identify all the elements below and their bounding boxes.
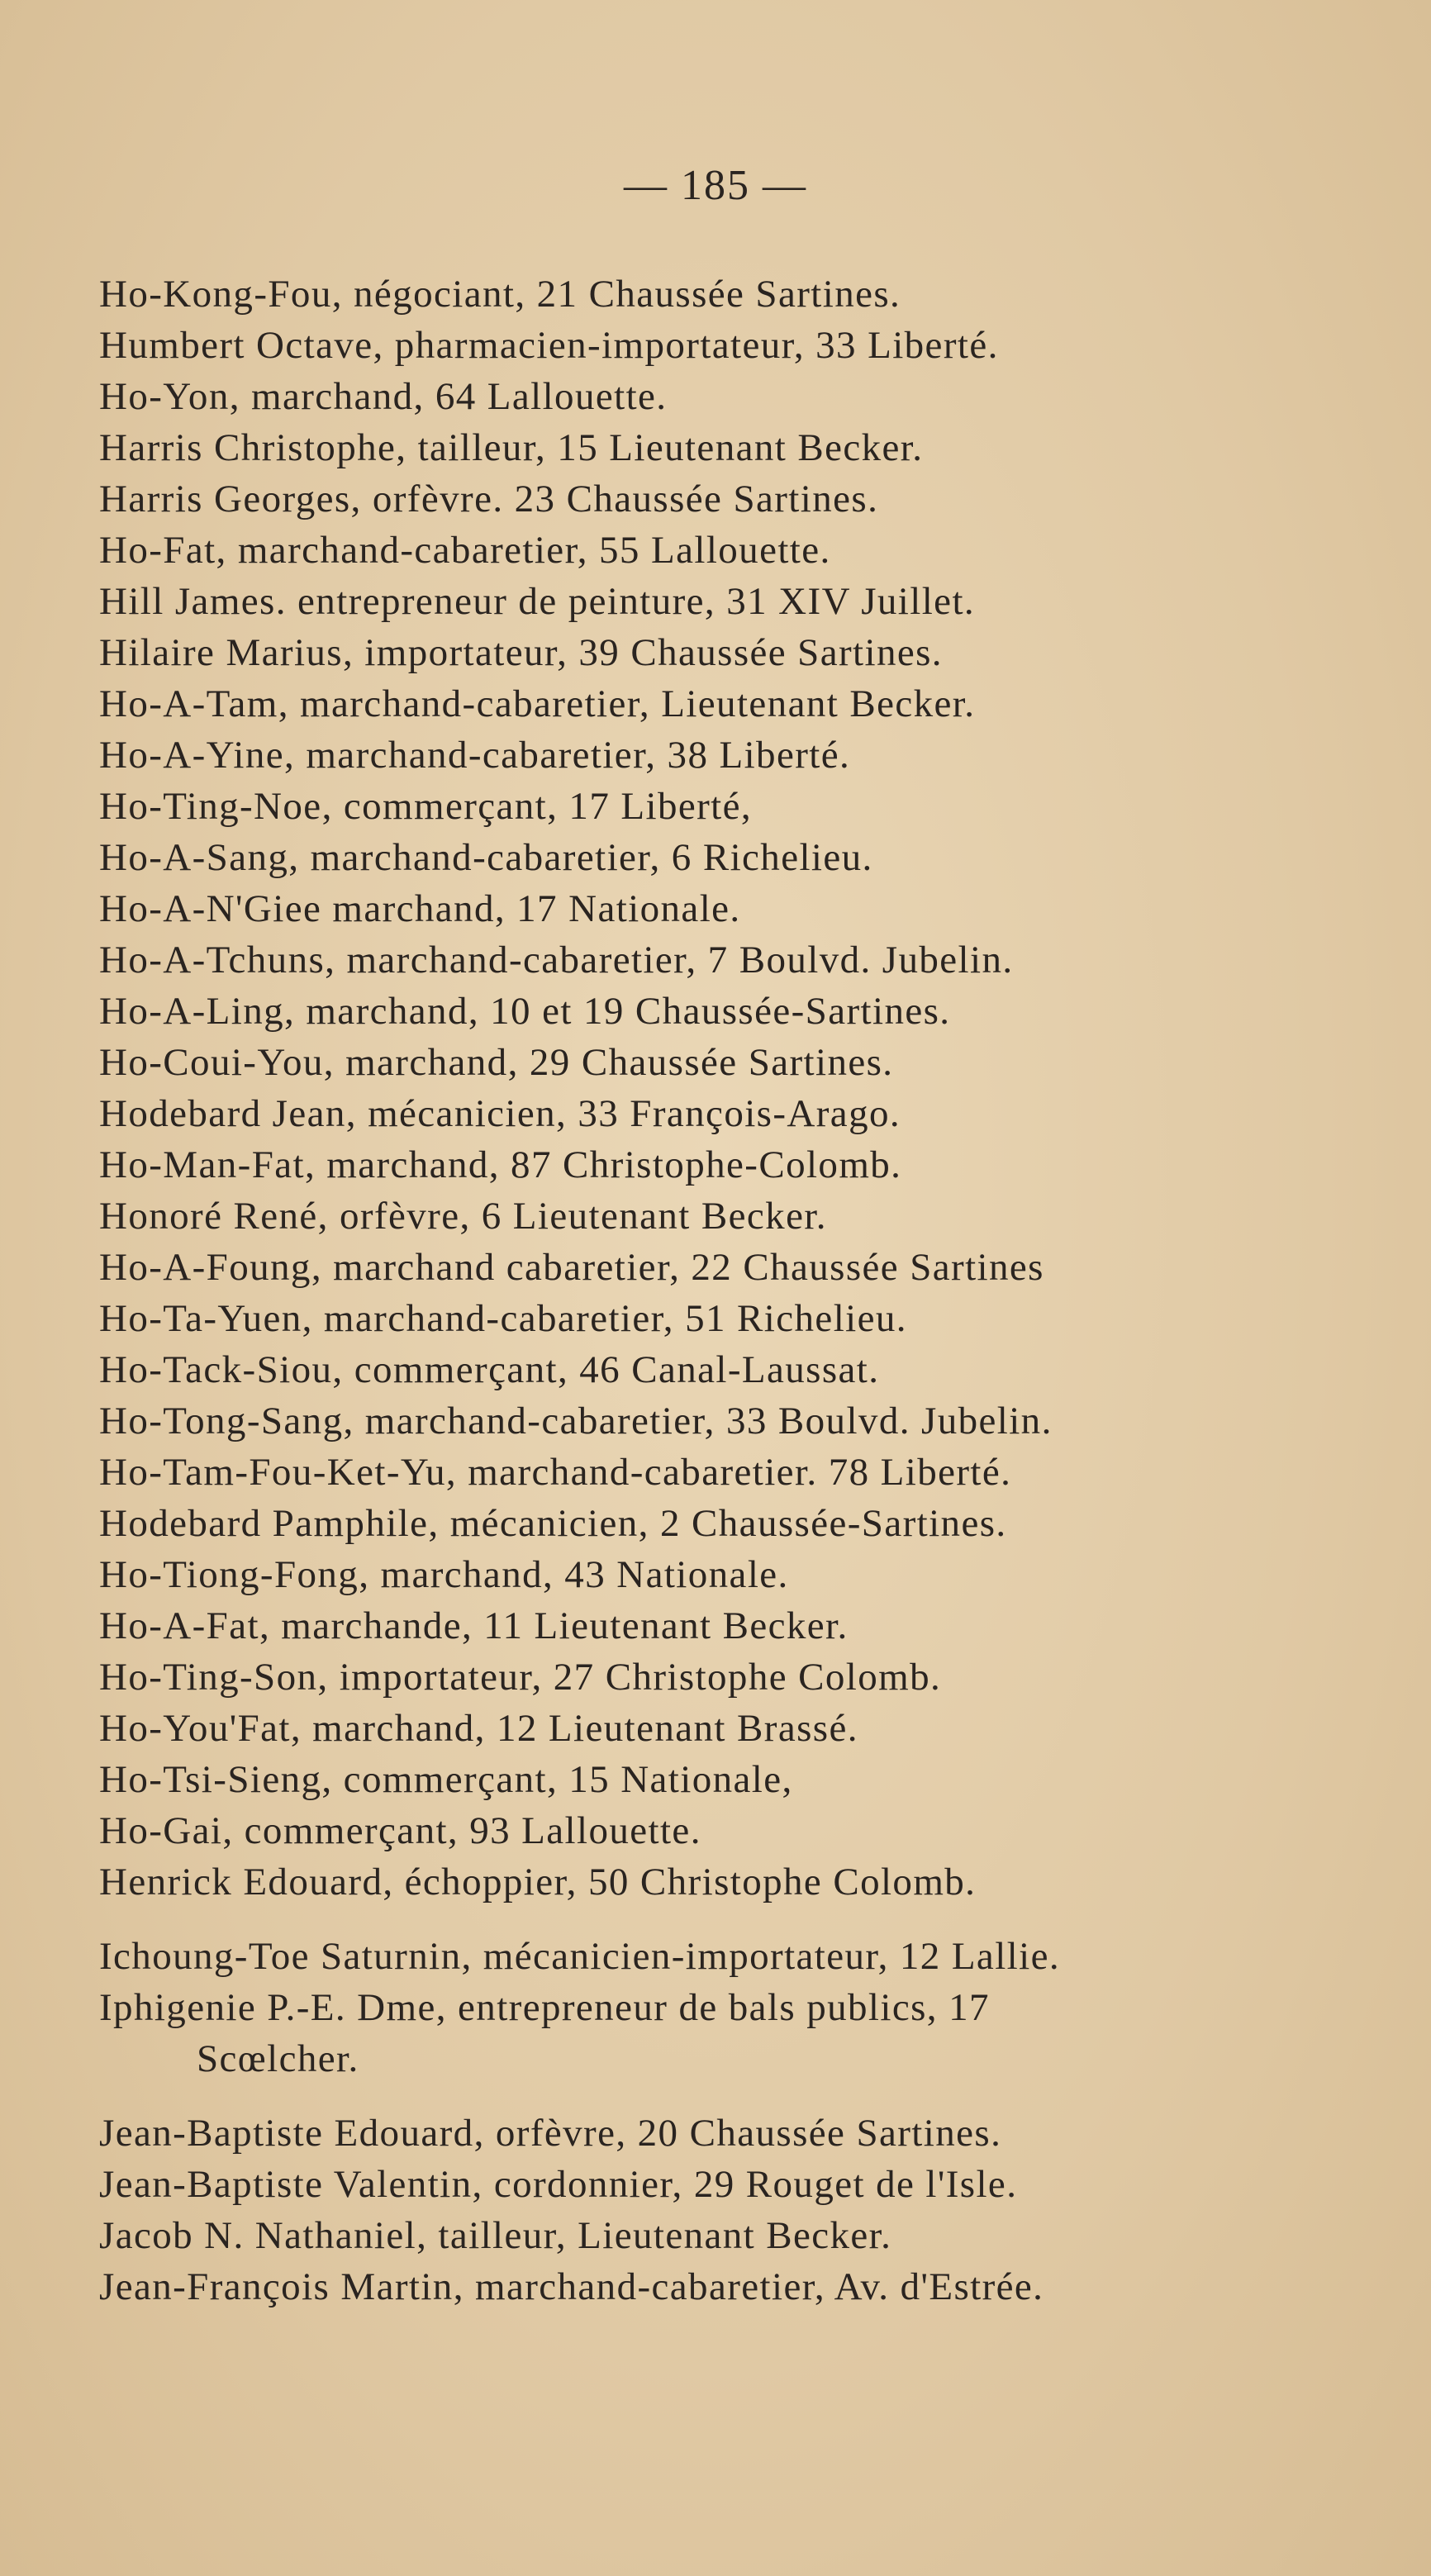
entry-ho-a-sang: Ho-A-Sang, marchand-cabaretier, 6 Richelieu. xyxy=(99,836,873,879)
entry-ho-tiong-fong: Ho-Tiong-Fong, marchand, 43 Nationale. xyxy=(99,1553,789,1596)
entry-honore-rene: Honoré René, orfèvre, 6 Lieutenant Becker. xyxy=(99,1195,827,1238)
entry-ho-coui-you: Ho-Coui-You, marchand, 29 Chaussée Sartines. xyxy=(99,1041,894,1084)
entry-ho-tam-fou-ket-yu: Ho-Tam-Fou-Ket-Yu, marchand-cabaretier. 78 Liberté. xyxy=(99,1451,1012,1494)
entry-ichoung-toe: Ichoung-Toe Saturnin, mécanicien-importateur, 12 Lallie. xyxy=(99,1935,1060,1978)
entry-ho-tack-siou: Ho-Tack-Siou, commerçant, 46 Canal-Laussat. xyxy=(99,1348,880,1391)
entry-ho-a-yine: Ho-A-Yine, marchand-cabaretier, 38 Liberté. xyxy=(99,734,851,777)
entry-henrick-edouard: Henrick Edouard, échoppier, 50 Christophe Colomb. xyxy=(99,1861,977,1903)
entry-iphigenie-line-2: Scœlcher. xyxy=(197,2037,359,2080)
page-number: — 185 — xyxy=(624,162,807,209)
directory-listing xyxy=(99,269,1322,2312)
entry-ho-yon: Ho-Yon, marchand, 64 Lallouette. xyxy=(99,375,668,418)
entry-ho-a-fat: Ho-A-Fat, marchande, 11 Lieutenant Becker. xyxy=(99,1604,849,1647)
entry-ho-man-fat: Ho-Man-Fat, marchand, 87 Christophe-Colomb. xyxy=(99,1143,902,1186)
entry-ho-a-ngiee: Ho-A-N'Giee marchand, 17 Nationale. xyxy=(99,887,741,930)
section-spacer xyxy=(99,1908,1322,1931)
entry-ho-ting-noe: Ho-Ting-Noe, commerçant, 17 Liberté, xyxy=(99,785,753,828)
entry-jean-baptiste-edouard: Jean-Baptiste Edouard, orfèvre, 20 Chaussée Sartines. xyxy=(99,2112,1002,2155)
entry-ho-ting-son: Ho-Ting-Son, importateur, 27 Christophe Colomb. xyxy=(99,1656,942,1699)
entry-ho-a-tam: Ho-A-Tam, marchand-cabaretier, Lieutenant Becker. xyxy=(99,682,976,725)
entry-jean-baptiste-valentin: Jean-Baptiste Valentin, cordonnier, 29 Rouget de l'Isle. xyxy=(99,2163,1018,2206)
entry-hilaire-marius: Hilaire Marius, importateur, 39 Chaussée Sartines. xyxy=(99,631,943,674)
entry-humbert-octave: Humbert Octave, pharmacien-importateur, 33 Liberté. xyxy=(99,324,999,367)
entry-harris-christophe: Harris Christophe, tailleur, 15 Lieutenant Becker. xyxy=(99,426,924,469)
entry-ho-you-fat: Ho-You'Fat, marchand, 12 Lieutenant Brassé. xyxy=(99,1707,858,1750)
entry-iphigenie xyxy=(99,1982,1322,2084)
group-j xyxy=(99,2108,1322,2312)
entry-ho-tong-sang: Ho-Tong-Sang, marchand-cabaretier, 33 Boulvd. Jubelin. xyxy=(99,1400,1053,1442)
group-h xyxy=(99,269,1322,1908)
entry-harris-georges: Harris Georges, orfèvre. 23 Chaussée Sartines. xyxy=(99,478,879,520)
entry-ho-fat: Ho-Fat, marchand-cabaretier, 55 Lallouette. xyxy=(99,529,831,572)
entry-jean-francois-martin: Jean-François Martin, marchand-cabaretier, Av. d'Estrée. xyxy=(99,2265,1044,2308)
entry-ho-a-foung: Ho-A-Foung, marchand cabaretier, 22 Chaussée Sartines xyxy=(99,1246,1044,1289)
entry-ho-gai: Ho-Gai, commerçant, 93 Lallouette. xyxy=(99,1809,701,1852)
entry-ho-ta-yuen: Ho-Ta-Yuen, marchand-cabaretier, 51 Richelieu. xyxy=(99,1297,907,1340)
entry-hill-james: Hill James. entrepreneur de peinture, 31 XIV Juillet. xyxy=(99,580,976,623)
entry-iphigenie-line-1: Iphigenie P.-E. Dme, entrepreneur de bals publics, 17 xyxy=(99,1986,990,2029)
entry-hodebard-pamphile: Hodebard Pamphile, mécanicien, 2 Chaussée-Sartines. xyxy=(99,1502,1007,1545)
entry-jacob-nathaniel: Jacob N. Nathaniel, tailleur, Lieutenant Becker. xyxy=(99,2214,892,2257)
entry-ho-a-ling: Ho-A-Ling, marchand, 10 et 19 Chaussée-Sartines. xyxy=(99,990,951,1033)
entry-ho-tsi-sieng: Ho-Tsi-Sieng, commerçant, 15 Nationale, xyxy=(99,1758,793,1801)
entry-hodebard-jean: Hodebard Jean, mécanicien, 33 François-Arago. xyxy=(99,1092,901,1135)
entry-ho-kong-fou: Ho-Kong-Fou, négociant, 21 Chaussée Sartines. xyxy=(99,273,901,316)
entry-ho-a-tchuns: Ho-A-Tchuns, marchand-cabaretier, 7 Boulvd. Jubelin. xyxy=(99,939,1014,981)
group-i xyxy=(99,1931,1322,2084)
section-spacer xyxy=(99,2084,1322,2108)
